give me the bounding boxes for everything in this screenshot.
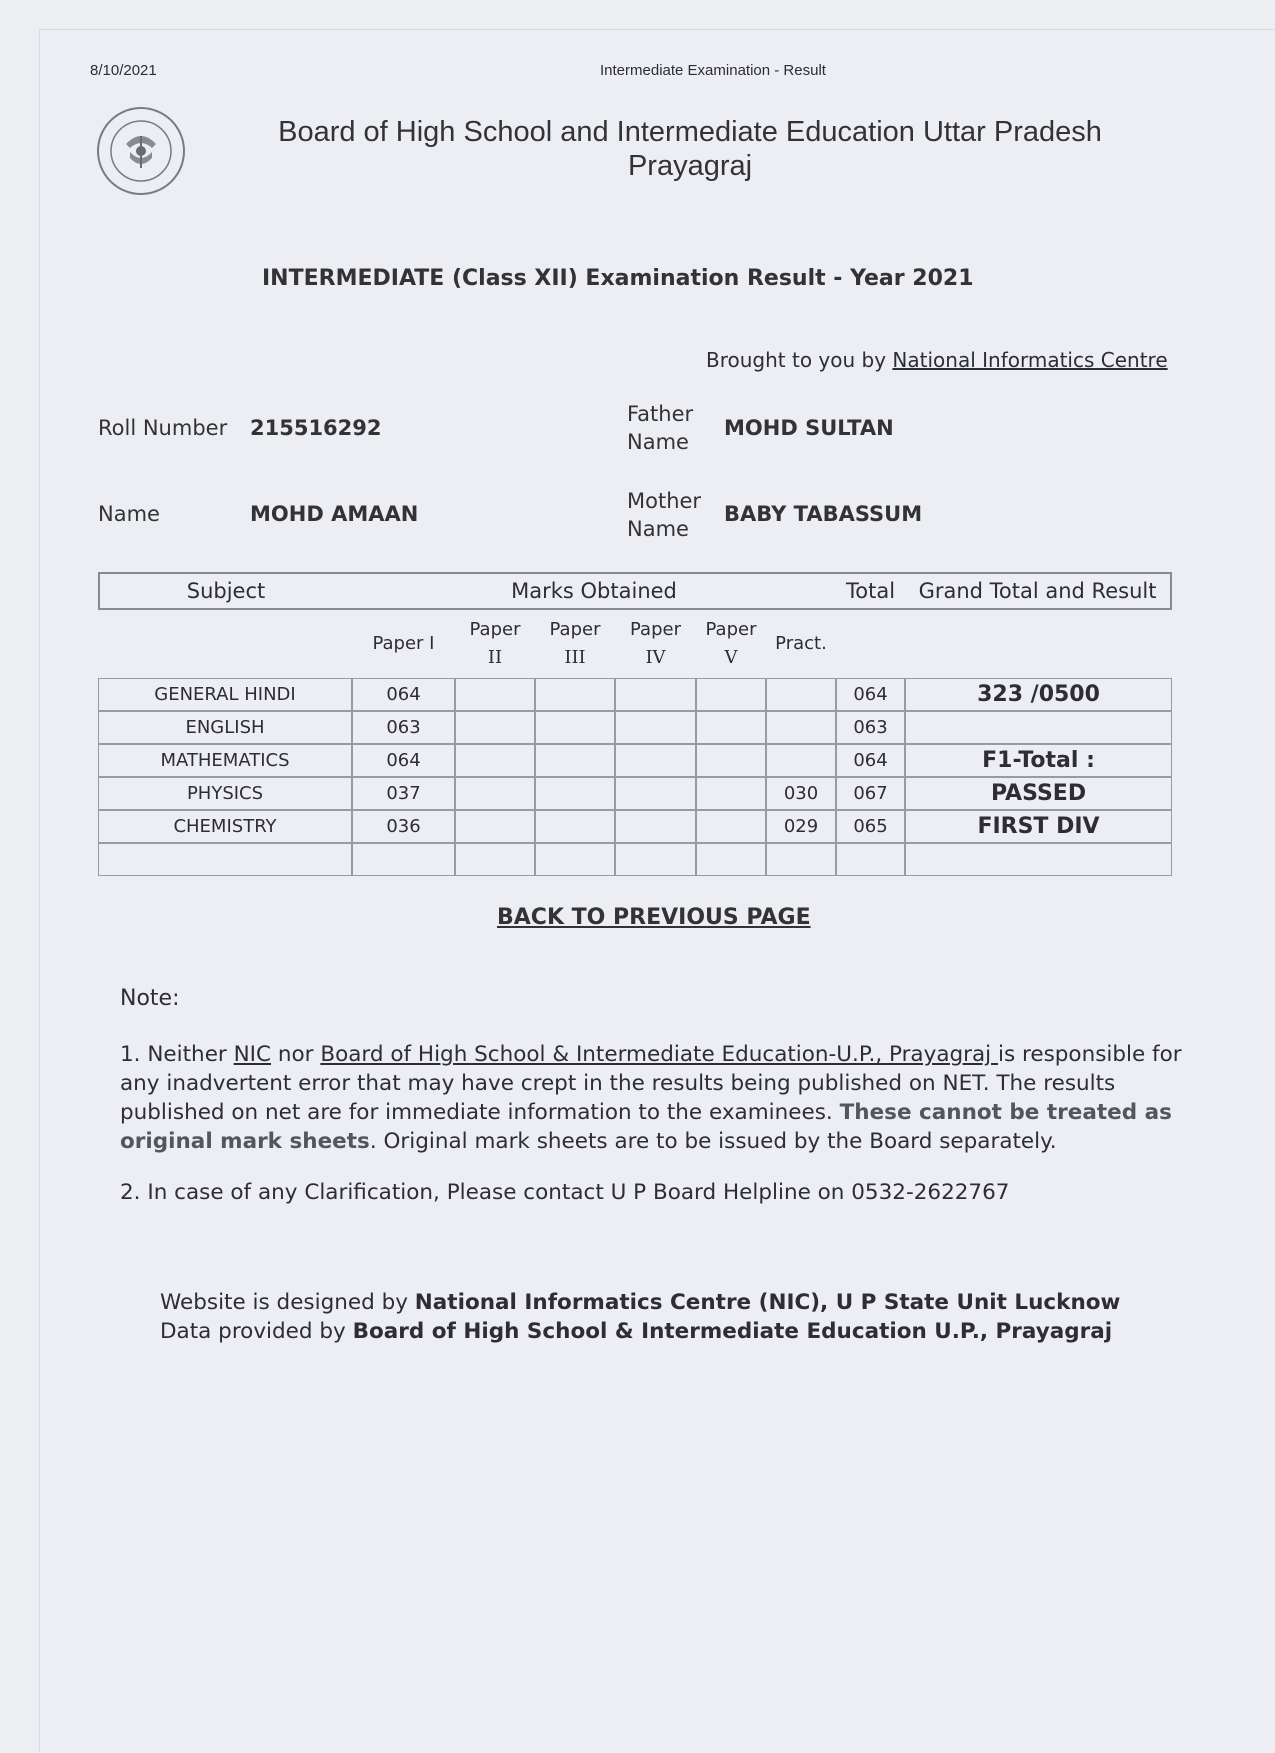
subheader-practical: Pract.: [775, 633, 827, 654]
father-label-line2: Name: [627, 430, 689, 454]
table-row: [98, 744, 1172, 777]
subheader-paper-5: Paper V: [705, 619, 757, 668]
table-row: [98, 711, 1172, 744]
row-paper-1: 064: [352, 744, 455, 777]
brought-by-prefix: Brought to you by: [706, 348, 893, 372]
row-practical: [766, 744, 836, 777]
name-label: Name: [98, 502, 160, 526]
board-name: [210, 115, 1170, 183]
note-disclaimer-bold: These cannot be treated as original mark sheets: [120, 1100, 1172, 1154]
row-subject: ENGLISH: [98, 711, 352, 744]
row-practical: 030: [766, 777, 836, 810]
subheader-paper-4: Paper IV: [630, 619, 681, 668]
name-value: MOHD AMAAN: [250, 502, 419, 526]
row-total: 064: [836, 744, 905, 777]
nic-link[interactable]: National Informatics Centre: [892, 348, 1168, 372]
up-government-emblem-icon: [96, 106, 186, 196]
header-total: Total: [836, 572, 905, 610]
footer-line1: Website is designed by National Informatics Centre (NIC), U P State Unit Lucknow: [160, 1290, 1121, 1315]
row-paper-1: 063: [352, 711, 455, 744]
mother-name-label: [627, 487, 701, 543]
mother-name-value: BABY TABASSUM: [724, 502, 923, 526]
marks-table-subheader: [98, 610, 1172, 678]
board-name-line1: Board of High School and Intermediate Education Uttar Pradesh: [278, 116, 1102, 148]
marks-table-header: [98, 572, 1172, 610]
row-paper-1: 064: [352, 678, 455, 711]
footer: [160, 1288, 1170, 1346]
grand-total-cell: [905, 711, 1172, 744]
row-total: 067: [836, 777, 905, 810]
subheader-paper-3: Paper III: [549, 619, 601, 668]
board-note-link[interactable]: Board of High School & Intermediate Education-U.P., Prayagraj: [320, 1042, 998, 1067]
father-label-line1: Father: [627, 402, 694, 426]
row-total: 063: [836, 711, 905, 744]
row-subject: GENERAL HINDI: [98, 678, 352, 711]
exam-title: INTERMEDIATE (Class XII) Examination Result - Year 2021: [262, 266, 974, 291]
subheader-paper-1: Paper I: [372, 633, 435, 654]
marks-table: [98, 572, 1172, 876]
footer-line2: Data provided by Board of High School & Intermediate Education U.P., Prayagraj: [160, 1319, 1113, 1344]
row-paper-1: 036: [352, 810, 455, 843]
brought-by: [706, 348, 1168, 372]
table-row: [98, 810, 1172, 843]
table-row: [98, 678, 1172, 711]
row-practical: [766, 711, 836, 744]
header-subject: Subject: [98, 572, 352, 610]
row-subject: PHYSICS: [98, 777, 352, 810]
back-to-previous-page-link[interactable]: BACK TO PREVIOUS PAGE: [497, 905, 811, 930]
mother-label-line2: Name: [627, 517, 689, 541]
header-grand-total: Grand Total and Result: [905, 572, 1172, 610]
print-title: Intermediate Examination - Result: [600, 62, 826, 79]
note-2: 2. In case of any Clarification, Please contact U P Board Helpline on 0532-2622767: [120, 1180, 1010, 1205]
row-subject: CHEMISTRY: [98, 810, 352, 843]
result-division: FIRST DIV: [905, 810, 1172, 843]
row-subject: MATHEMATICS: [98, 744, 352, 777]
note-1: 1. Neither NIC nor Board of High School & Intermediate Education-U.P., Prayagraj is responsible for any inadvertent error that may have crept in the results being published on NET. The results published on net are for immediate information to the examinees. These cannot be treated as original mark sheets. Original mark sheets are to be issued by the Board separately.: [120, 1042, 1182, 1154]
mother-label-line1: Mother: [627, 489, 702, 513]
row-practical: [766, 678, 836, 711]
roll-number-label: Roll Number: [98, 416, 228, 440]
result-status: PASSED: [905, 777, 1172, 810]
father-name-value: MOHD SULTAN: [724, 416, 894, 440]
row-paper-1: 037: [352, 777, 455, 810]
f1-total-label: F1-Total :: [905, 744, 1172, 777]
header-marks-obtained: Marks Obtained: [352, 572, 836, 610]
table-row: [98, 777, 1172, 810]
board-name-line2: Prayagraj: [627, 150, 753, 182]
nic-note-link[interactable]: NIC: [233, 1042, 272, 1067]
subheader-paper-2: Paper II: [469, 619, 521, 668]
roll-number-value: 215516292: [250, 416, 382, 440]
father-name-label: [627, 400, 693, 456]
note-heading: Note:: [120, 986, 180, 1011]
row-total: 064: [836, 678, 905, 711]
table-row-empty: [98, 843, 1172, 876]
row-practical: 029: [766, 810, 836, 843]
print-date: 8/10/2021: [90, 62, 157, 79]
row-total: 065: [836, 810, 905, 843]
grand-total-marks: 323 /0500: [905, 678, 1172, 711]
